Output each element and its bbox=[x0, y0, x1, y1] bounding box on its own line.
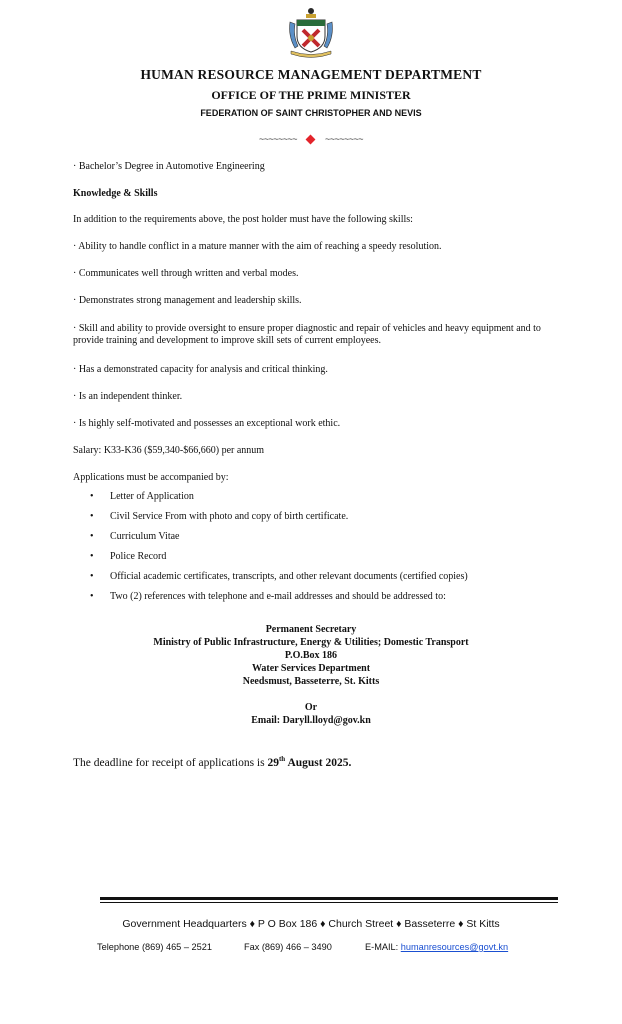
applications-intro: Applications must be accompanied by: bbox=[73, 472, 229, 483]
header-divider bbox=[0, 132, 622, 146]
skill-item: · Communicates well through written and verbal modes. bbox=[73, 268, 299, 279]
skill-item: · Skill and ability to provide oversight to ensure proper diagnostic and repair of vehicles and heavy equipment and to provide training and development to improve skill sets of current employees. bbox=[73, 323, 541, 346]
footer-rule-thin bbox=[100, 902, 558, 903]
bullet-icon: • bbox=[90, 531, 94, 542]
application-deadline bbox=[73, 755, 351, 769]
contact-email: Email: Daryll.lloyd@gov.kn bbox=[251, 715, 371, 726]
document-label: Police Record bbox=[110, 551, 167, 562]
document-label: Civil Service From with photo and copy of birth certificate. bbox=[110, 511, 349, 522]
footer-email bbox=[365, 942, 508, 952]
document-label: Official academic certificates, transcripts, and other relevant documents (certified copies) bbox=[110, 571, 468, 582]
salary: Salary: K33-K36 ($59,340-$66,660) per annum bbox=[73, 445, 265, 456]
document-label: Curriculum Vitae bbox=[110, 531, 180, 542]
divider-right: ~~~~~~~~ bbox=[325, 134, 364, 144]
address-or: Or bbox=[304, 702, 318, 713]
address-recipient: Permanent Secretary bbox=[265, 624, 357, 635]
skill-item: · Demonstrates strong management and leadership skills. bbox=[73, 295, 302, 306]
document-label: Letter of Application bbox=[110, 491, 194, 502]
footer-rule bbox=[100, 897, 558, 900]
degree-requirement: · Bachelor’s Degree in Automotive Engineering bbox=[73, 161, 265, 172]
bullet-icon: • bbox=[90, 511, 94, 522]
footer-email-link[interactable]: humanresources@govt.kn bbox=[400, 942, 509, 952]
address-ministry: Ministry of Public Infrastructure, Energy & Utilities; Domestic Transport bbox=[153, 637, 469, 648]
department-title: HUMAN RESOURCE MANAGEMENT DEPARTMENT bbox=[140, 67, 482, 82]
footer-address: Government Headquarters ♦ P O Box 186 ♦ Church Street ♦ Basseterre ♦ St Kitts bbox=[122, 918, 500, 930]
skills-intro: In addition to the requirements above, the post holder must have the following skills: bbox=[73, 214, 413, 225]
skill-item: · Is highly self-motivated and possesses an exceptional work ethic. bbox=[73, 418, 341, 429]
office-title: OFFICE OF THE PRIME MINISTER bbox=[211, 88, 411, 102]
knowledge-heading: Knowledge & Skills bbox=[73, 188, 158, 199]
bullet-icon: • bbox=[90, 571, 94, 582]
skill-item: · Has a demonstrated capacity for analysis and critical thinking. bbox=[73, 364, 328, 375]
footer-fax: Fax (869) 466 – 3490 bbox=[244, 942, 332, 952]
deadline-day: 29 bbox=[267, 757, 279, 769]
coat-of-arms-logo bbox=[287, 6, 335, 58]
bullet-icon: • bbox=[90, 491, 94, 502]
federation-title: FEDERATION OF SAINT CHRISTOPHER AND NEVIS bbox=[200, 108, 422, 118]
skill-item: · Is an independent thinker. bbox=[73, 391, 183, 402]
deadline-rest: August 2025. bbox=[285, 757, 352, 769]
diamond-icon bbox=[306, 135, 316, 145]
footer-email-label: E-MAIL: bbox=[365, 942, 401, 952]
footer-telephone: Telephone (869) 465 – 2521 bbox=[97, 942, 212, 952]
deadline-prefix: The deadline for receipt of applications is bbox=[73, 757, 268, 769]
address-po-box: P.O.Box 186 bbox=[284, 650, 338, 661]
address-department: Water Services Department bbox=[251, 663, 371, 674]
bullet-icon: • bbox=[90, 591, 94, 602]
address-location: Needsmust, Basseterre, St. Kitts bbox=[242, 676, 380, 687]
divider-left: ~~~~~~~~ bbox=[258, 134, 297, 144]
skill-item: · Ability to handle conflict in a mature manner with the aim of reaching a speedy resolution. bbox=[73, 241, 442, 252]
bullet-icon: • bbox=[90, 551, 94, 562]
deadline-suffix: th bbox=[278, 755, 286, 763]
document-label: Two (2) references with telephone and e-mail addresses and should be addressed to: bbox=[110, 591, 446, 602]
